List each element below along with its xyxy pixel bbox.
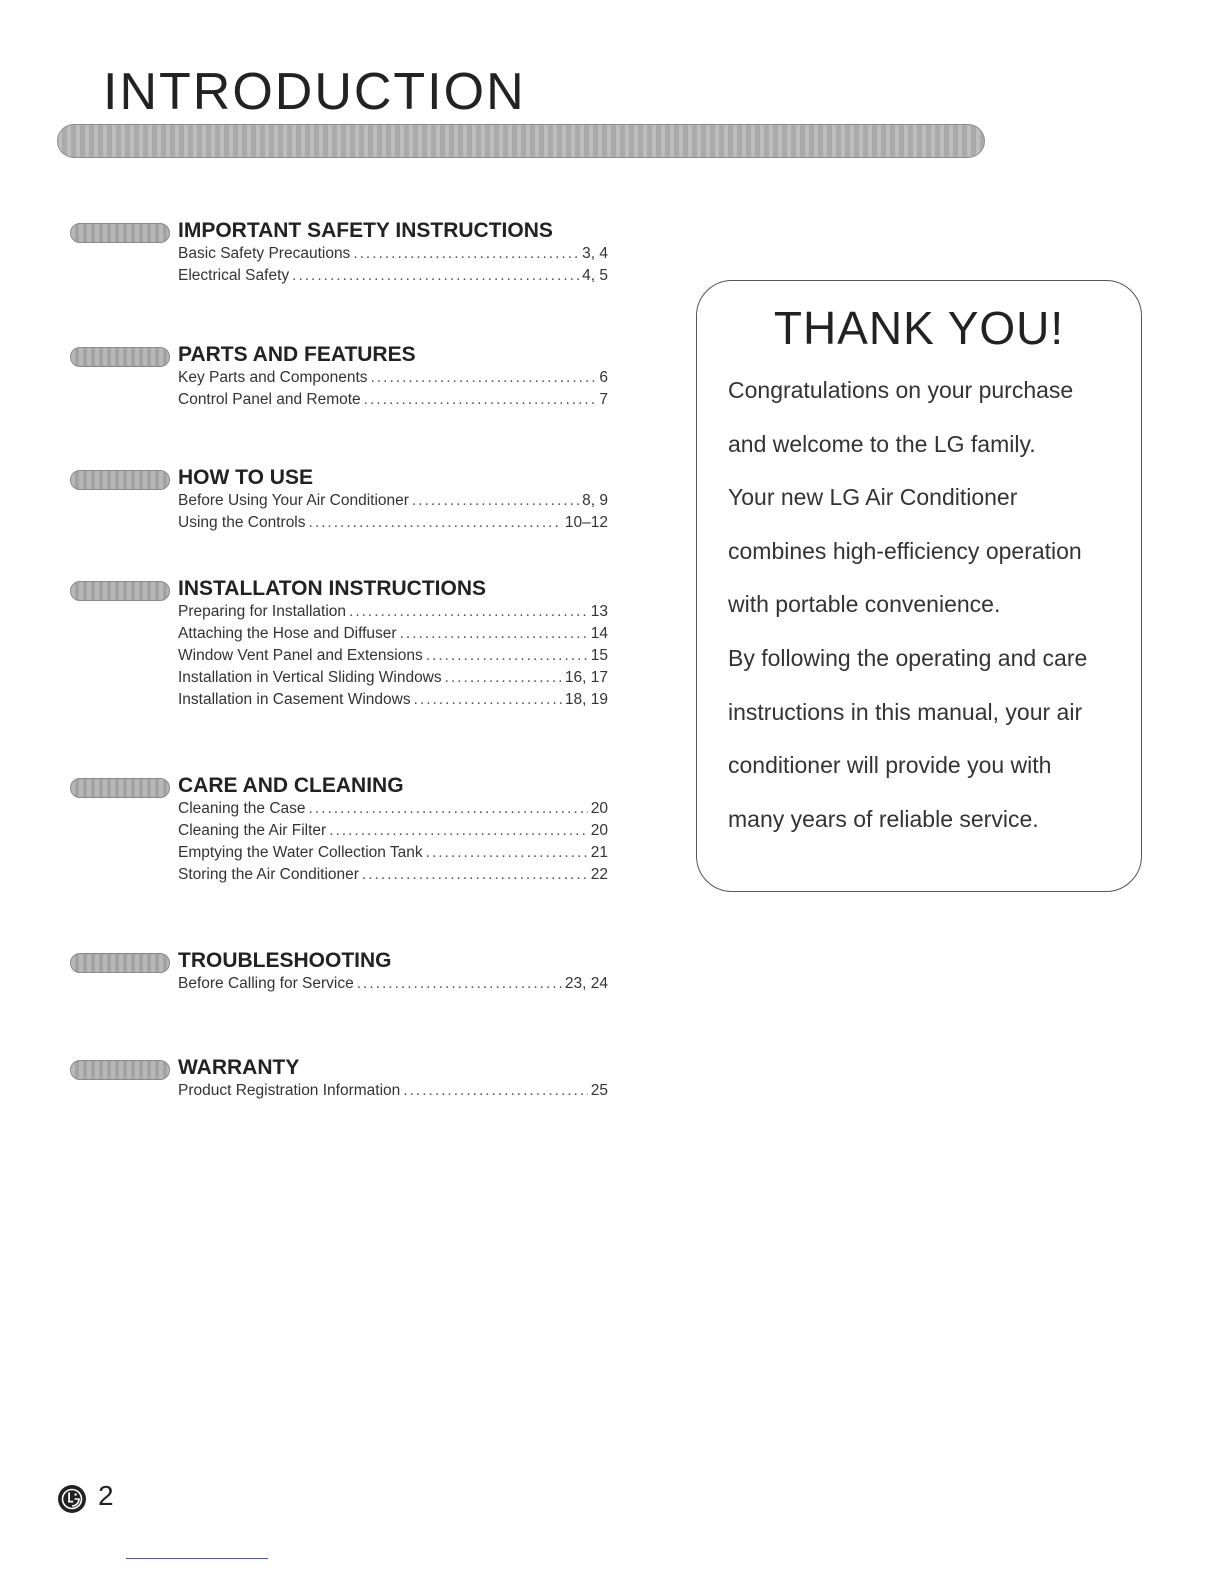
- toc-entry[interactable]: [178, 245, 608, 267]
- entry-label: Control Panel and Remote: [178, 391, 361, 408]
- pill-marker-icon: [70, 470, 170, 490]
- entry-label: Cleaning the Case: [178, 800, 306, 817]
- entry-page: 18, 19: [564, 691, 608, 708]
- toc-entry[interactable]: [178, 844, 608, 866]
- entry-label: Storing the Air Conditioner: [178, 866, 359, 883]
- toc-entry[interactable]: [178, 647, 608, 669]
- entry-page: 21: [590, 844, 608, 861]
- toc-entry[interactable]: [178, 800, 608, 822]
- entry-label: Cleaning the Air Filter: [178, 822, 327, 839]
- entry-label: Key Parts and Components: [178, 369, 368, 386]
- entry-page: 7: [599, 391, 608, 408]
- message-line: and welcome to the LG family.: [728, 430, 1036, 457]
- entry-page: 4, 5: [582, 267, 608, 284]
- thank-you-box: [696, 280, 1142, 892]
- message-line: conditioner will provide you with: [728, 752, 1052, 779]
- footer-rule: [126, 1558, 268, 1559]
- toc-entry[interactable]: [178, 975, 608, 997]
- entry-label: Preparing for Installation: [178, 603, 347, 620]
- pill-marker-icon: [70, 1060, 170, 1080]
- entry-label: Emptying the Water Collection Tank: [178, 844, 423, 861]
- page-title: INTRODUCTION: [103, 63, 526, 121]
- entry-label: Before Calling for Service: [178, 975, 354, 992]
- toc-entry[interactable]: [178, 492, 608, 514]
- message-line: many years of reliable service.: [728, 805, 1039, 832]
- section-title: PARTS AND FEATURES: [178, 343, 416, 366]
- entry-page: 15: [590, 647, 608, 664]
- entry-label: Installation in Casement Windows: [178, 691, 411, 708]
- entry-page: 3, 4: [582, 245, 608, 262]
- message-line: instructions in this manual, your air: [728, 698, 1083, 725]
- message-line: Congratulations on your purchase: [728, 377, 1074, 403]
- entry-page: 10–12: [564, 514, 608, 531]
- entry-page: 16, 17: [564, 669, 608, 686]
- entry-page: 20: [590, 800, 608, 817]
- toc-entry[interactable]: [178, 514, 608, 536]
- section-title: HOW TO USE: [178, 466, 313, 489]
- entry-page: 25: [590, 1082, 608, 1099]
- toc-entry[interactable]: [178, 1082, 608, 1104]
- entry-label: Window Vent Panel and Extensions: [178, 647, 423, 664]
- toc-entry[interactable]: [178, 625, 608, 647]
- thank-you-title: THANK YOU!: [773, 302, 1065, 354]
- pill-marker-icon: [70, 953, 170, 973]
- entry-label: Before Using Your Air Conditioner: [178, 492, 409, 509]
- entry-page: 20: [590, 822, 608, 839]
- toc-entry[interactable]: [178, 369, 608, 391]
- entry-label: Product Registration Information: [178, 1082, 401, 1099]
- entry-page: 22: [590, 866, 608, 883]
- pill-marker-icon: [70, 581, 170, 601]
- pill-marker-icon: [70, 347, 170, 367]
- toc-entry[interactable]: [178, 669, 608, 691]
- entry-label: Basic Safety Precautions: [178, 245, 351, 262]
- entry-label: Electrical Safety: [178, 267, 290, 284]
- pill-marker-icon: [70, 778, 170, 798]
- entry-label: Attaching the Hose and Diffuser: [178, 625, 397, 642]
- entry-page: 8, 9: [582, 492, 608, 509]
- message-line: Your new LG Air Conditioner: [728, 484, 1018, 511]
- entry-page: 6: [599, 369, 608, 386]
- message-line: with portable convenience.: [728, 591, 1001, 618]
- lg-logo-icon: [57, 1484, 87, 1514]
- entry-page: 23, 24: [564, 975, 608, 992]
- entry-page: 13: [590, 603, 608, 620]
- section-title: IMPORTANT SAFETY INSTRUCTIONS: [178, 219, 553, 242]
- toc-entry[interactable]: [178, 866, 608, 888]
- section-title: INSTALLATON INSTRUCTIONS: [178, 577, 486, 600]
- message-line: By following the operating and care: [728, 644, 1088, 671]
- entry-label: Installation in Vertical Sliding Windows: [178, 669, 442, 686]
- title-bar-decoration: [57, 124, 985, 158]
- toc-entry[interactable]: [178, 603, 608, 625]
- section-title: CARE AND CLEANING: [178, 774, 404, 797]
- section-title: TROUBLESHOOTING: [178, 949, 392, 972]
- toc-entry[interactable]: [178, 267, 608, 289]
- thank-you-message: [728, 377, 1087, 859]
- pill-marker-icon: [70, 223, 170, 243]
- page-number: 2: [98, 1480, 114, 1511]
- message-line: combines high-efficiency operation: [728, 537, 1082, 564]
- toc-entry[interactable]: [178, 822, 608, 844]
- entry-label: Using the Controls: [178, 514, 306, 531]
- entry-page: 14: [590, 625, 608, 642]
- section-title: WARRANTY: [178, 1056, 300, 1079]
- toc-entry[interactable]: [178, 691, 608, 713]
- toc-entry[interactable]: [178, 391, 608, 413]
